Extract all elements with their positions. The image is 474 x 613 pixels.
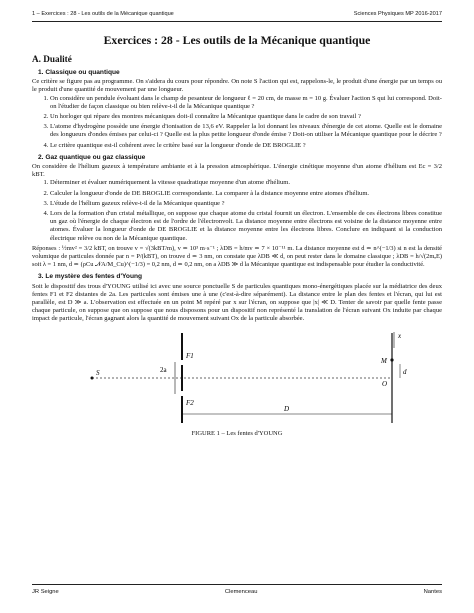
header-right: Sciences Physiques MP 2016-2017 bbox=[353, 11, 442, 17]
point-m bbox=[390, 358, 393, 361]
two-a-label: 2a bbox=[160, 365, 167, 374]
exercise-2-answers: Réponses : ½mv² = 3/2 kBT, on trouve v = √(3kBT/m), v ≃ 10³ m·s⁻¹ ; λDB = h/mv ≃ 7 × 10⁻¹¹ m. La distance moyenne est d ≃ n^(−1/3) si n est la densité volumique de particules donnée par n = P/(kBT), on trouve d ≃ 3 nm, on constate que λDB ≪ d, on peut rester dans le domaine classique ; λDB = h/√(2mₑE) soit λ = 1 nm, d ≃ (ρCu 𝒩A/M_Cu)^(−1/3) = 0,2 nm, d ≃ 0,2 nm, on a λDB ≫ d la Mécanique quantique est indispensable pour étudier la conductivité. bbox=[32, 244, 442, 269]
question-item: 1. On considère un pendule évoluant dans le champ de pesanteur de longueur ℓ = 20 cm, de masse m = 10 g. Évaluer l'action S qui lui correspond. Doit-on l'étudier de façon classique ou bien relève-t-il de la Mécanique quantique ? bbox=[50, 95, 442, 111]
distance-d-label: D bbox=[284, 404, 290, 413]
exercise-2-intro: On considère de l'hélium gazeux à température ambiante et à la pression atmosphérique. L'énergie cinétique moyenne d'un atome d'hélium est Ec = 3/2 kBT. bbox=[32, 163, 442, 179]
d-label: d bbox=[403, 367, 407, 376]
point-m-label: M bbox=[381, 356, 387, 365]
footer-right: Nantes bbox=[423, 589, 442, 595]
source-label: S bbox=[96, 368, 100, 377]
question-item: 4. Lors de la formation d'un cristal métallique, on suppose que chaque atome du cristal fournit un électron. L'ensemble de ces électrons libres constitue un gaz où l'énergie de chaque électron est de l'ordre de l'électronvolt. La distance moyenne entre électrons est voisine de la distance moyenne entre atomes. Évaluer la longueur d'onde de DE BROGLIE et la distance moyenne entre les électrons libres. Conclure en indiquant si la conduction électrique relève ou non de la Mécanique quantique. bbox=[50, 210, 442, 243]
footer-center: Clemenceau bbox=[224, 589, 258, 595]
question-item: 3. L'étude de l'hélium gazeux relève-t-il de la Mécanique quantique ? bbox=[50, 200, 442, 208]
footer-left: JR Seigne bbox=[32, 589, 59, 595]
exercise-1-questions bbox=[32, 95, 442, 150]
question-item: 3. L'atome d'hydrogène possède une énergie d'ionisation de 13,6 eV. Rappeler la loi donnant les niveaux d'énergie de cet atome. Quelle est le domaine des longueurs d'ondes émises par celui-ci ? Quelle est la plus petite longueur d'onde émise ? Doit-on utiliser la Mécanique quantique pour le décrire ? bbox=[50, 123, 442, 139]
exercise-2-heading: 2. Gaz quantique ou gaz classique bbox=[38, 153, 146, 161]
page-title: Exercices : 28 - Les outils de la Mécanique quantique bbox=[103, 33, 371, 47]
exercise-3-heading: 3. Le mystère des fentes d'Young bbox=[38, 273, 143, 281]
section-a-heading: A. Dualité bbox=[32, 54, 72, 64]
exercise-1-intro: Ce critère se figure pas au programme. On s'aidera du cours pour répondre. On note S l'action qui est, rappelons-le, le produit d'une énergie par un temps ou le produit d'une quantité de mouvement par une longueur. bbox=[32, 78, 442, 94]
slit-f2-label: F2 bbox=[186, 398, 194, 407]
page-header bbox=[32, 11, 442, 17]
page-footer bbox=[32, 589, 442, 595]
exercise-2-questions bbox=[32, 179, 442, 242]
question-item: 2. Calculer la longueur d'onde de DE BROGLIE correspondante. La comparer à la distance moyenne entre atomes d'hélium. bbox=[50, 190, 442, 198]
exercise-3-text: Soit le dispositif des trous d'YOUNG utilisé ici avec une source ponctuelle S de particules quantiques mono-énergétiques placée sur la médiatrice des deux fentes F1 et F2 distantes de 2a. Les particules sont émises une à une (c'est-à-dire séparément). La distance entre le plan des fentes et l'écran, qui lui est parallèle, est D ≫ a. L'observation est effectuée en un point M repéré par x sur l'écran, on suppose que |x| ≪ D. Tenter de savoir par quelle fente passe chaque particule, on suppose que on suppose que nous disposons pour un dispositif non représenté la translation de l'écran suivant Ox induite par chaque impact de particule, l'écran gagnant alors la quantité de mouvement suivant Ox de la particule absorbée. bbox=[32, 282, 442, 323]
young-slits-figure bbox=[32, 328, 442, 428]
origin-label: O bbox=[382, 379, 388, 388]
exercise-1-heading: 1. Classique ou quantique bbox=[38, 69, 120, 76]
question-item: 2. Un horloger qui répare des montres mécaniques doit-il connaître la Mécanique quantique dans le cadre de son travail ? bbox=[50, 113, 442, 121]
header-rule bbox=[32, 21, 442, 22]
x-axis-label: x bbox=[398, 331, 402, 340]
header-left: 1 – Exercices : 28 - Les outils de la Mécanique quantique bbox=[32, 11, 174, 17]
page-content bbox=[32, 34, 442, 438]
question-item: 1. Déterminer et évaluer numériquement la vitesse quadratique moyenne d'un atome d'hélium. bbox=[50, 179, 442, 187]
figure-caption: FIGURE 1 – Les fentes d'YOUNG bbox=[191, 429, 283, 437]
question-item: 4. Le critère quantique est-il cohérent avec le critère basé sur la longueur d'onde de DE BROGLIE ? bbox=[50, 142, 442, 150]
slit-f1-label: F1 bbox=[186, 351, 194, 360]
young-slits-diagram bbox=[32, 328, 442, 428]
footer-rule bbox=[32, 584, 442, 585]
